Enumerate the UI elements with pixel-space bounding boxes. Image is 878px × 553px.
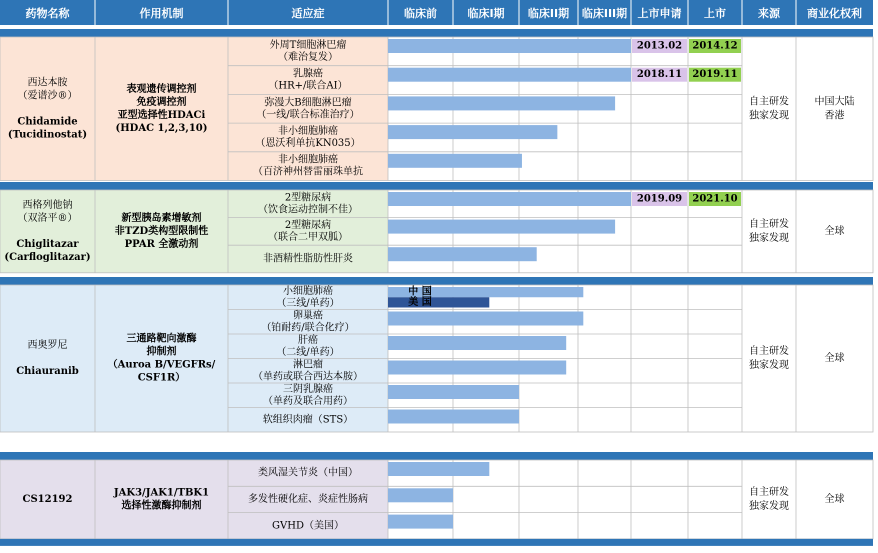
group-separator (0, 182, 873, 190)
column-header: 临床II期 (527, 7, 570, 20)
indication-label: 非小细胞肺癌 (278, 154, 338, 166)
mechanism-line: 三通路靶向激酶 (126, 333, 197, 345)
indication-label: （难治复发） (278, 51, 338, 63)
region-label: 美 国 (408, 296, 432, 308)
indication-label: （一线/联合标准治疗） (256, 109, 360, 121)
mechanism-line: 选择性激酶抑制剂 (121, 500, 202, 512)
indication-label: 软组织肉瘤（STS） (262, 414, 354, 426)
source-line: 独家发现 (749, 360, 789, 371)
indication-label: GVHD（美国） (272, 520, 344, 532)
group-separator (0, 452, 873, 460)
column-header: 商业化权利 (807, 7, 862, 20)
region-label: 中 国 (408, 286, 432, 298)
mechanism-line: 抑制剂 (146, 346, 177, 358)
rights-line: 全球 (824, 225, 845, 237)
source-line: 独家发现 (749, 500, 789, 512)
mechanism-line: 免疫调控剂 (136, 96, 187, 108)
mechanism-line: CSF1R） (137, 372, 186, 384)
progress-bar (388, 39, 631, 53)
progress-bar (388, 125, 557, 139)
progress-bar (388, 68, 631, 82)
indication-label: 肝癌 (298, 334, 318, 346)
indication-label: 淋巴瘤 (293, 359, 323, 371)
source-line: 自主研发 (749, 96, 789, 108)
indication-label: 弥漫大B细胞淋巴瘤 (264, 97, 352, 109)
progress-bar (388, 336, 566, 350)
rights-line: 香港 (824, 110, 845, 122)
mechanism-line: PPAR 全激动剂 (124, 238, 199, 250)
drug-name-line: Chiglitazar (16, 238, 79, 250)
indication-label: （铂耐药/联合化疗） (261, 322, 355, 334)
column-header: 临床前 (404, 7, 437, 20)
mechanism-line: 新型胰岛素增敏剂 (121, 212, 202, 224)
column-header: 上市申请 (637, 7, 682, 20)
indication-label: 三阴乳腺癌 (283, 383, 333, 395)
mechanism-line: 表观遗传调控剂 (126, 83, 197, 95)
column-header: 作用机制 (139, 7, 184, 20)
column-header: 来源 (758, 7, 780, 20)
indication-label: 2型糖尿病 (284, 219, 332, 231)
column-header: 临床I期 (467, 7, 505, 20)
drug-name-line: (Carfloglitazar) (4, 251, 91, 263)
mechanism-line: （Auroa B/VEGFRs/ (107, 359, 216, 371)
approval-date: 2014.12 (692, 40, 738, 52)
rights-line: 全球 (824, 493, 845, 505)
progress-bar (388, 154, 522, 168)
mechanism-line: 亚型选择性HDACi (117, 109, 206, 121)
source-line: 自主研发 (749, 218, 789, 230)
drug-name-line: Chiauranib (16, 366, 79, 377)
mechanism-line: (HDAC 1,2,3,10) (115, 122, 208, 134)
source-line: 自主研发 (749, 486, 789, 498)
drug-name-line: （爱谱沙®） (17, 90, 78, 102)
rights-line: 全球 (824, 353, 845, 364)
progress-bar (388, 462, 489, 476)
progress-bar (388, 192, 631, 206)
indication-label: 类风湿关节炎（中国） (258, 467, 358, 479)
source-line: 独家发现 (749, 232, 789, 244)
mechanism-line: JAK3/JAK1/TBK1 (113, 487, 210, 499)
indication-label: 小细胞肺癌 (283, 285, 333, 297)
drug-name-line: 西达本胺 (27, 77, 68, 89)
progress-bar-us (388, 297, 489, 307)
group-separator (0, 277, 873, 285)
approval-date: 2019.11 (692, 69, 738, 81)
progress-bar (388, 515, 453, 529)
progress-bar (388, 312, 583, 326)
mechanism-line: 非TZD类构型限制性 (114, 225, 209, 237)
indication-label: 多发性硬化症、炎症性肠病 (248, 493, 368, 505)
indication-label: 乳腺癌 (293, 68, 323, 80)
group-separator (0, 29, 873, 37)
progress-bar (388, 488, 453, 502)
column-header: 药物名称 (25, 7, 70, 20)
source-line: 独家发现 (749, 110, 789, 122)
drug-name-line: (Tucidinostat) (7, 129, 88, 141)
drug-name-line: Chidamide (17, 116, 78, 128)
indication-label: （联合二甲双胍） (268, 231, 348, 243)
nda-date: 2019.09 (636, 193, 683, 205)
column-header: 临床III期 (581, 7, 628, 20)
progress-bar (388, 220, 615, 234)
indication-label: （单药及联合用药） (263, 395, 353, 407)
indication-label: 2型糖尿病 (284, 192, 332, 204)
progress-bar (388, 96, 615, 110)
indication-label: （饮食运动控制不佳） (258, 204, 358, 216)
indication-label: （恩沃利单抗KN035） (255, 137, 361, 149)
indication-label: （百济神州替雷丽珠单抗 (253, 166, 363, 178)
nda-date: 2018.11 (636, 69, 683, 81)
progress-bar (388, 385, 519, 399)
drug-name-line: 西格列他钠 (22, 199, 73, 211)
drug-name-line: CS12192 (22, 493, 73, 505)
indication-label: 外周T细胞淋巴瘤 (269, 39, 347, 51)
progress-bar (388, 361, 566, 375)
nda-date: 2013.02 (636, 40, 683, 52)
source-line: 自主研发 (749, 346, 789, 357)
column-header: 上市 (704, 7, 726, 20)
indication-label: （三线/单药） (276, 297, 340, 309)
indication-label: 卵巢癌 (293, 310, 323, 322)
column-header: 适应症 (291, 7, 325, 20)
drug-name-line: 西奥罗尼 (27, 340, 68, 351)
progress-bar (388, 410, 519, 424)
rights-line: 中国大陆 (814, 96, 855, 108)
bottom-band (0, 539, 873, 546)
indication-label: 非小细胞肺癌 (278, 125, 338, 137)
drug-name-line: （双洛平®） (17, 212, 78, 224)
progress-bar (388, 247, 537, 261)
approval-date: 2021.10 (692, 193, 738, 205)
indication-label: （二线/单药） (276, 346, 340, 358)
indication-label: （单药或联合西达本胺） (253, 371, 363, 383)
indication-label: （HR+/联合AI） (268, 80, 348, 92)
indication-label: 非酒精性脂肪性肝炎 (263, 253, 353, 265)
